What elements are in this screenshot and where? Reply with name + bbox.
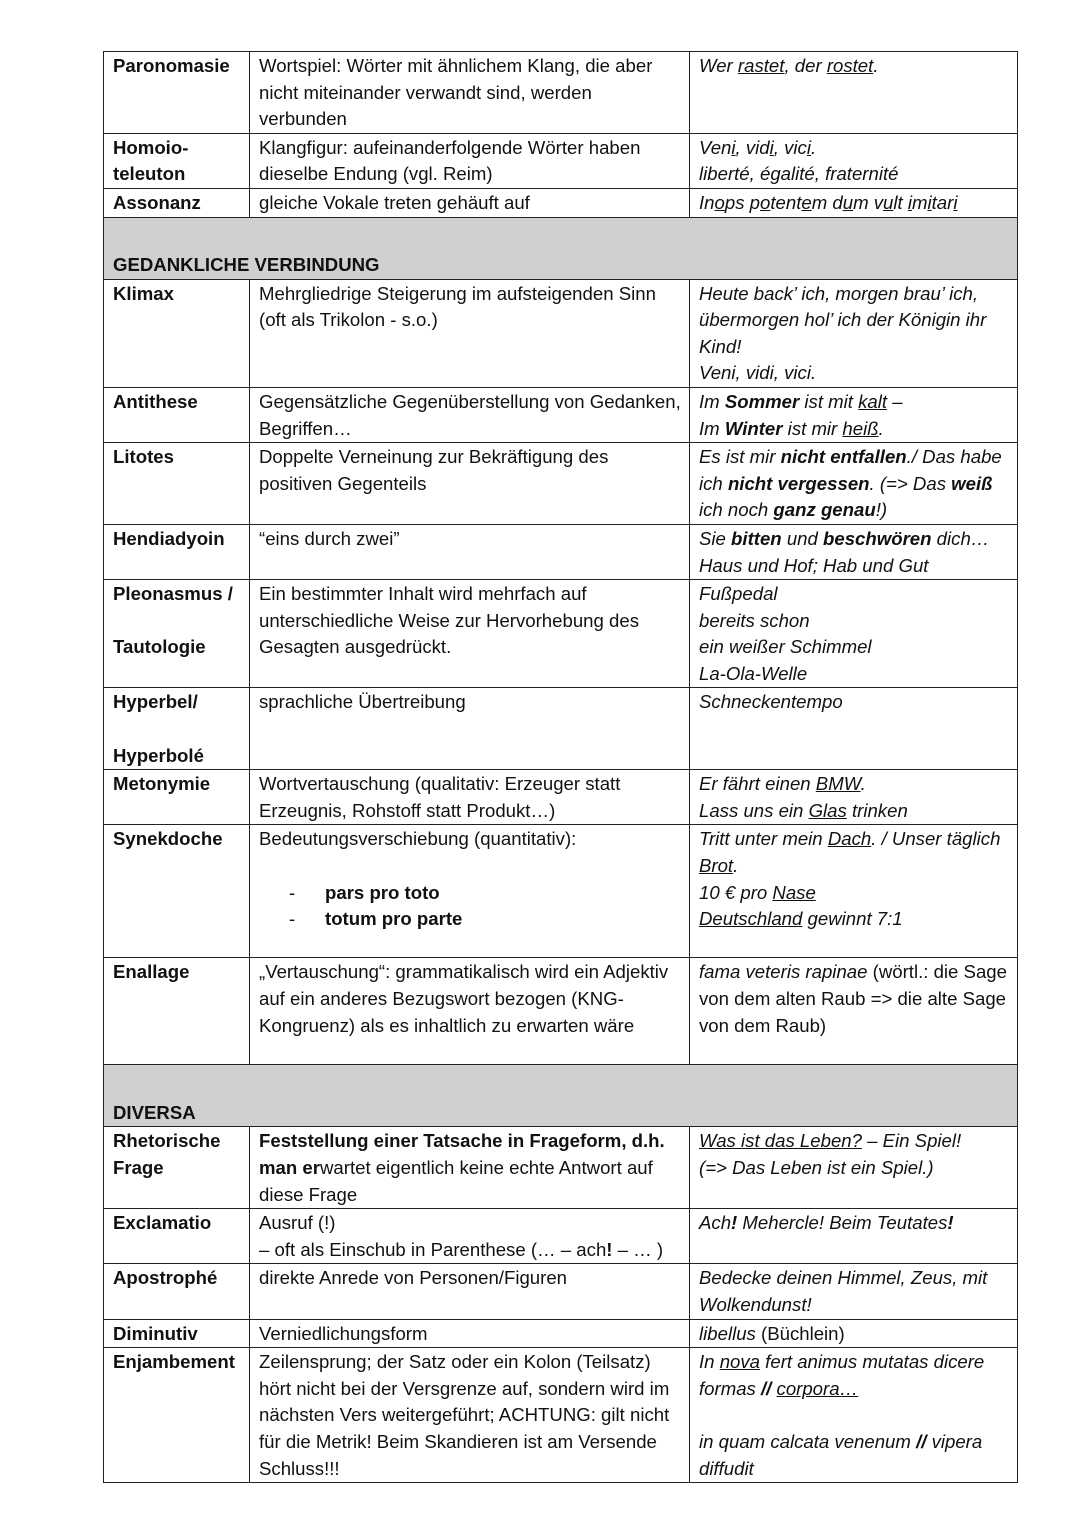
example-cell: Wer rastet, der rostet. [690, 52, 1018, 134]
example-cell: Was ist das Leben? – Ein Spiel! (=> Das Leben ist ein Spiel.) [690, 1127, 1018, 1209]
table-row [104, 52, 1018, 134]
example-cell: Veni, vidi, vici. liberté, égalité, fraternité [690, 133, 1018, 188]
term-cell: Antithese [104, 387, 250, 442]
description-cell: Mehrgliedrige Steigerung im aufsteigenden Sinn (oft als Trikolon - s.o.) [250, 279, 690, 387]
term-cell: Metonymie [104, 770, 250, 825]
list-item: - pars pro toto [289, 880, 683, 907]
term-cell: Apostrophé [104, 1264, 250, 1319]
example-cell: Schneckentempo [690, 688, 1018, 770]
section-header-row [104, 1065, 1018, 1127]
section-title: DIVERSA [104, 1065, 1018, 1127]
term-cell: Rhetorische Frage [104, 1127, 250, 1209]
list-item: - totum pro parte [289, 906, 683, 933]
example-cell: Inops potentem dum vult imitari [690, 188, 1018, 217]
section-header-row [104, 217, 1018, 279]
table-row [104, 1209, 1018, 1264]
term-cell: Diminutiv [104, 1319, 250, 1348]
example-cell: Bedecke deinen Himmel, Zeus, mit Wolkendunst! [690, 1264, 1018, 1319]
example-cell: Heute back’ ich, morgen brau’ ich, übermorgen hol’ ich der Königin ihr Kind! Veni, vidi, vici. [690, 279, 1018, 387]
term-cell: Enallage [104, 958, 250, 1065]
term-cell: Homoio- teleuton [104, 133, 250, 188]
description-cell: Gegensätzliche Gegenüberstellung von Gedanken, Begriffen… [250, 387, 690, 442]
table-row [104, 1127, 1018, 1209]
example-cell: libellus (Büchlein) [690, 1319, 1018, 1348]
description-cell: Feststellung einer Tatsache in Frageform, d.h. man erwartet eigentlich keine echte Antwort auf diese Frage [250, 1127, 690, 1209]
table-row [104, 1348, 1018, 1483]
example-cell: In nova fert animus mutatas dicere formas // corpora… in quam calcata venenum // vipera diffudit [690, 1348, 1018, 1483]
description-cell: Bedeutungsverschiebung (quantitativ): - pars pro toto - totum pro parte [250, 825, 690, 958]
description-cell: sprachliche Übertreibung [250, 688, 690, 770]
example-cell: Im Sommer ist mit kalt – Im Winter ist mir heiß. [690, 387, 1018, 442]
table-row [104, 1319, 1018, 1348]
description-cell: Ausruf (!) – oft als Einschub in Parenthese (… – ach! – … ) [250, 1209, 690, 1264]
example-cell: Er fährt einen BMW. Lass uns ein Glas trinken [690, 770, 1018, 825]
term-cell: Paronomasie [104, 52, 250, 134]
example-cell: fama veteris rapinae (wörtl.: die Sage von dem alten Raub => die alte Sage von dem Raub) [690, 958, 1018, 1065]
description-cell: „Vertauschung“: grammatikalisch wird ein Adjektiv auf ein anderes Bezugswort bezogen (KNG-Kongruenz) als es inhaltlich zu erwarten wäre [250, 958, 690, 1065]
table-row [104, 443, 1018, 525]
description-cell: Wortspiel: Wörter mit ähnlichem Klang, die aber nicht miteinander verwandt sind, werden verbunden [250, 52, 690, 134]
term-cell: Klimax [104, 279, 250, 387]
term-cell: Litotes [104, 443, 250, 525]
description-cell: direkte Anrede von Personen/Figuren [250, 1264, 690, 1319]
table-row [104, 133, 1018, 188]
table-row [104, 1264, 1018, 1319]
example-cell: Ach! Mehercle! Beim Teutates! [690, 1209, 1018, 1264]
rhetorical-devices-table [103, 51, 1018, 1483]
description-cell: Zeilensprung; der Satz oder ein Kolon (Teilsatz) hört nicht bei der Versgrenze auf, sondern wird im nächsten Vers weitergeführt; ACHTUNG: gilt nicht für die Metrik! Beim Skandieren ist am Versende Schluss!!! [250, 1348, 690, 1483]
description-cell: Wortvertauschung (qualitativ: Erzeuger statt Erzeugnis, Rohstoff statt Produkt…) [250, 770, 690, 825]
description-cell: Doppelte Verneinung zur Bekräftigung des positiven Gegenteils [250, 443, 690, 525]
table-row [104, 688, 1018, 770]
description-cell: Ein bestimmter Inhalt wird mehrfach auf unterschiedliche Weise zur Hervorhebung des Gesagten ausgedrückt. [250, 580, 690, 688]
term-cell: Hyperbel/ Hyperbolé [104, 688, 250, 770]
table-row [104, 825, 1018, 958]
term-cell: Synekdoche [104, 825, 250, 958]
section-title: GEDANKLICHE VERBINDUNG [104, 217, 1018, 279]
table-row [104, 524, 1018, 579]
table-row [104, 279, 1018, 387]
term-cell: Exclamatio [104, 1209, 250, 1264]
table-row [104, 958, 1018, 1065]
table-row [104, 188, 1018, 217]
description-cell: gleiche Vokale treten gehäuft auf [250, 188, 690, 217]
example-cell: Fußpedal bereits schon ein weißer Schimmel La-Ola-Welle [690, 580, 1018, 688]
example-cell: Es ist mir nicht entfallen./ Das habe ich nicht vergessen. (=> Das weiß ich noch ganz genau!) [690, 443, 1018, 525]
description-cell: Verniedlichungsform [250, 1319, 690, 1348]
description-cell: Klangfigur: aufeinanderfolgende Wörter haben dieselbe Endung (vgl. Reim) [250, 133, 690, 188]
example-cell: Tritt unter mein Dach. / Unser täglich Brot. 10 € pro Nase Deutschland gewinnt 7:1 [690, 825, 1018, 958]
term-cell: Assonanz [104, 188, 250, 217]
table-row [104, 770, 1018, 825]
table-row [104, 580, 1018, 688]
example-cell: Sie bitten und beschwören dich… Haus und Hof; Hab und Gut [690, 524, 1018, 579]
term-cell: Enjambement [104, 1348, 250, 1483]
description-cell: “eins durch zwei” [250, 524, 690, 579]
table-row [104, 387, 1018, 442]
term-cell: Pleonasmus / Tautologie [104, 580, 250, 688]
term-cell: Hendiadyoin [104, 524, 250, 579]
